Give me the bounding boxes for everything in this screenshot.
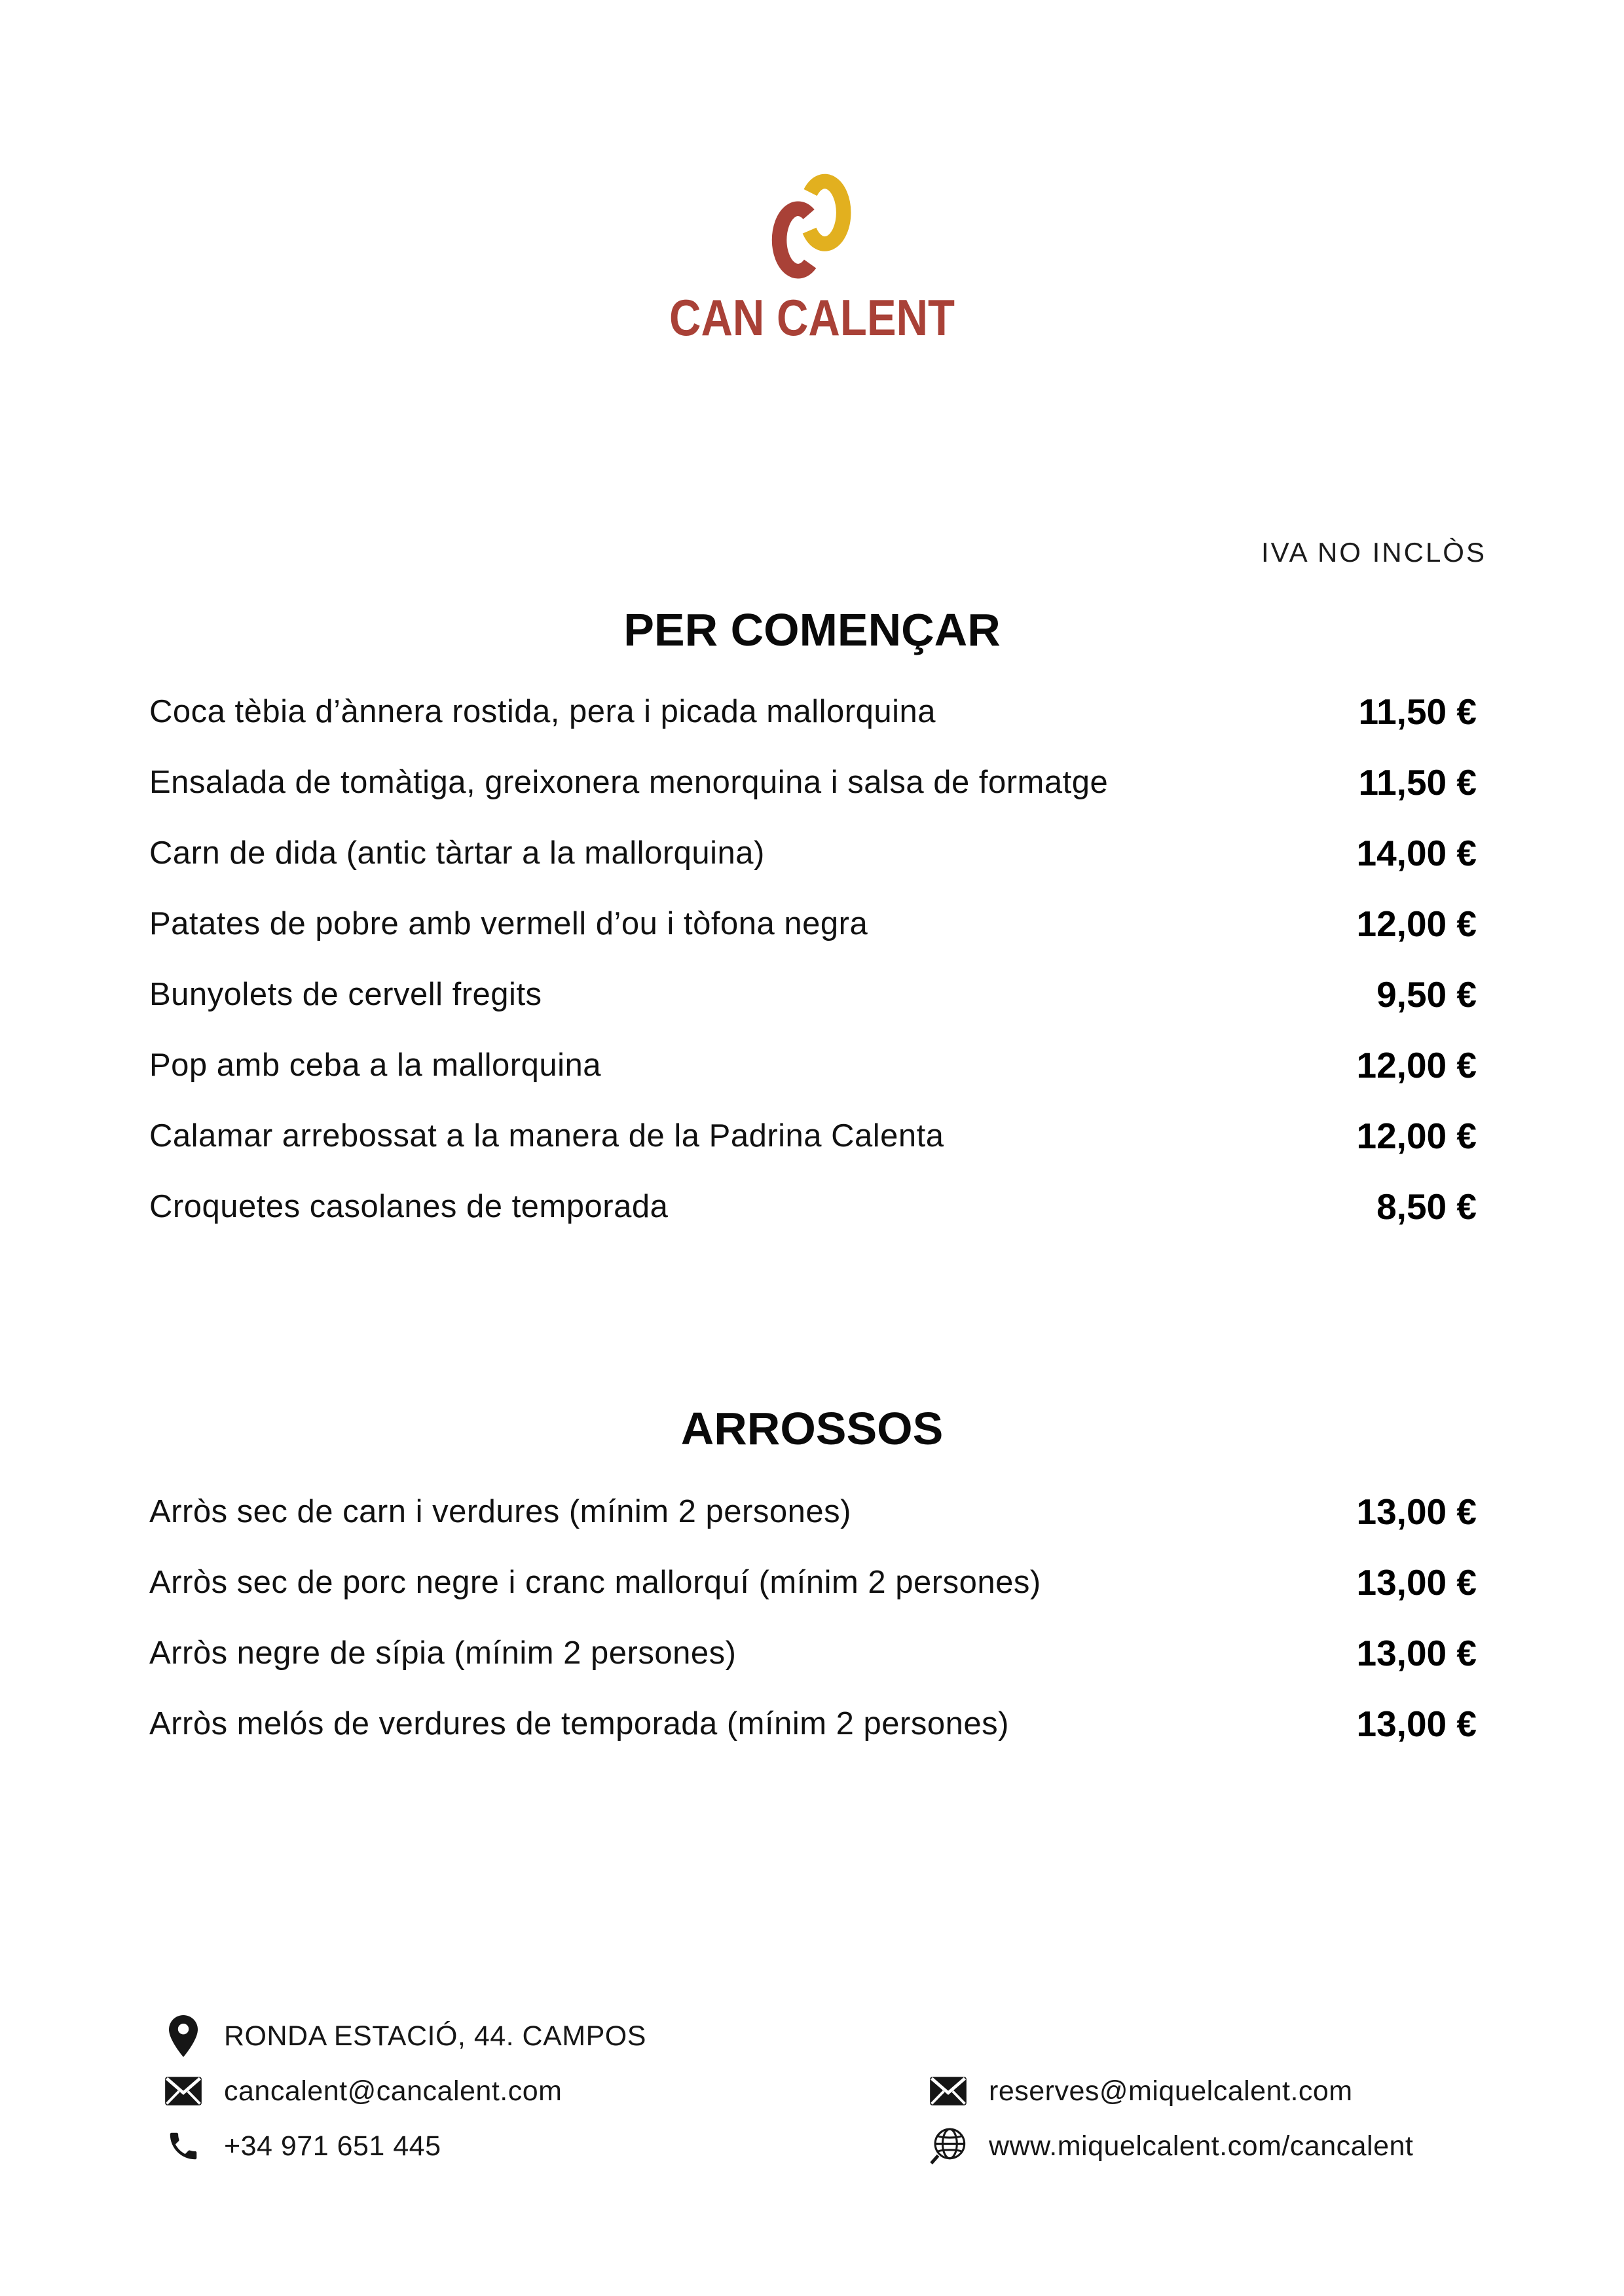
menu-item-row — [149, 747, 1477, 818]
phone-icon — [162, 2128, 204, 2164]
menu-item-row — [149, 1101, 1477, 1171]
menu-item-row — [149, 676, 1477, 747]
menu-item-name: Patates de pobre amb vermell d’ou i tòfona negra — [149, 906, 868, 941]
interlocking-c-logo-icon — [771, 173, 853, 281]
email-text: cancalent@cancalent.com — [224, 2075, 563, 2107]
menu-item-row — [149, 1688, 1477, 1759]
menu-item-price: 13,00 € — [1356, 1491, 1477, 1532]
menu-item-price: 12,00 € — [1356, 1045, 1477, 1085]
menu-list-per-comencar — [149, 676, 1477, 1242]
section-title-per-comencar: PER COMENÇAR — [623, 604, 1001, 655]
menu-item-name: Bunyolets de cervell fregits — [149, 977, 542, 1012]
website-text: www.miquelcalent.com/cancalent — [989, 2130, 1414, 2162]
menu-item-name: Carn de dida (antic tàrtar a la mallorquina) — [149, 835, 765, 871]
menu-item-row — [149, 1618, 1477, 1688]
menu-item-name: Arròs sec de carn i verdures (mínim 2 persones) — [149, 1494, 851, 1529]
menu-item-price: 13,00 € — [1356, 1633, 1477, 1673]
menu-item-price: 12,00 € — [1356, 903, 1477, 944]
menu-item-row — [149, 1030, 1477, 1101]
contact-row-email — [162, 2064, 646, 2119]
menu-item-price: 9,50 € — [1376, 974, 1477, 1015]
menu-item-name: Coca tèbia d’ànnera rostida, pera i picada mallorquina — [149, 694, 936, 729]
menu-item-price: 14,00 € — [1356, 833, 1477, 873]
menu-item-price: 11,50 € — [1358, 691, 1477, 732]
menu-item-name: Pop amb ceba a la mallorquina — [149, 1048, 602, 1083]
contact-block-right — [927, 2064, 1413, 2174]
menu-item-name: Ensalada de tomàtiga, greixonera menorquina i salsa de formatge — [149, 765, 1109, 800]
menu-item-price: 11,50 € — [1358, 762, 1477, 803]
menu-item-price: 12,00 € — [1356, 1116, 1477, 1156]
menu-item-price: 8,50 € — [1376, 1186, 1477, 1227]
envelope-icon — [162, 2076, 204, 2106]
menu-item-name: Arròs melós de verdures de temporada (mínim 2 persones) — [149, 1706, 1009, 1741]
location-pin-icon — [162, 2013, 204, 2060]
menu-item-name: Arròs sec de porc negre i cranc mallorquí (mínim 2 persones) — [149, 1565, 1041, 1600]
menu-item-name: Calamar arrebossat a la manera de la Padrina Calenta — [149, 1118, 944, 1154]
reservations-email-text: reserves@miquelcalent.com — [989, 2075, 1353, 2107]
menu-item-row — [149, 1171, 1477, 1242]
brand-name: CAN CALENT — [669, 289, 955, 346]
menu-item-row — [149, 818, 1477, 888]
menu-item-row — [149, 1476, 1477, 1547]
contact-row-address — [162, 2009, 646, 2064]
address-text: RONDA ESTACIÓ, 44. CAMPOS — [224, 2020, 646, 2052]
menu-item-row — [149, 959, 1477, 1030]
menu-item-row — [149, 888, 1477, 959]
brand-header — [0, 173, 1624, 348]
contact-row-reservations-email — [927, 2064, 1413, 2119]
menu-item-name: Croquetes casolanes de temporada — [149, 1189, 669, 1224]
menu-list-arrossos — [149, 1476, 1477, 1759]
menu-item-price: 13,00 € — [1356, 1562, 1477, 1603]
tax-note: IVA NO INCLÒS — [1261, 537, 1486, 568]
section-title-arrossos: ARROSSOS — [680, 1403, 944, 1454]
menu-item-name: Arròs negre de sípia (mínim 2 persones) — [149, 1635, 737, 1671]
contact-row-website — [927, 2119, 1413, 2174]
menu-item-row — [149, 1547, 1477, 1618]
contact-block-left — [162, 2009, 646, 2174]
globe-icon — [927, 2124, 969, 2168]
phone-text: +34 971 651 445 — [224, 2130, 441, 2162]
contact-row-phone — [162, 2119, 646, 2174]
menu-item-price: 13,00 € — [1356, 1704, 1477, 1744]
envelope-icon — [927, 2076, 969, 2106]
